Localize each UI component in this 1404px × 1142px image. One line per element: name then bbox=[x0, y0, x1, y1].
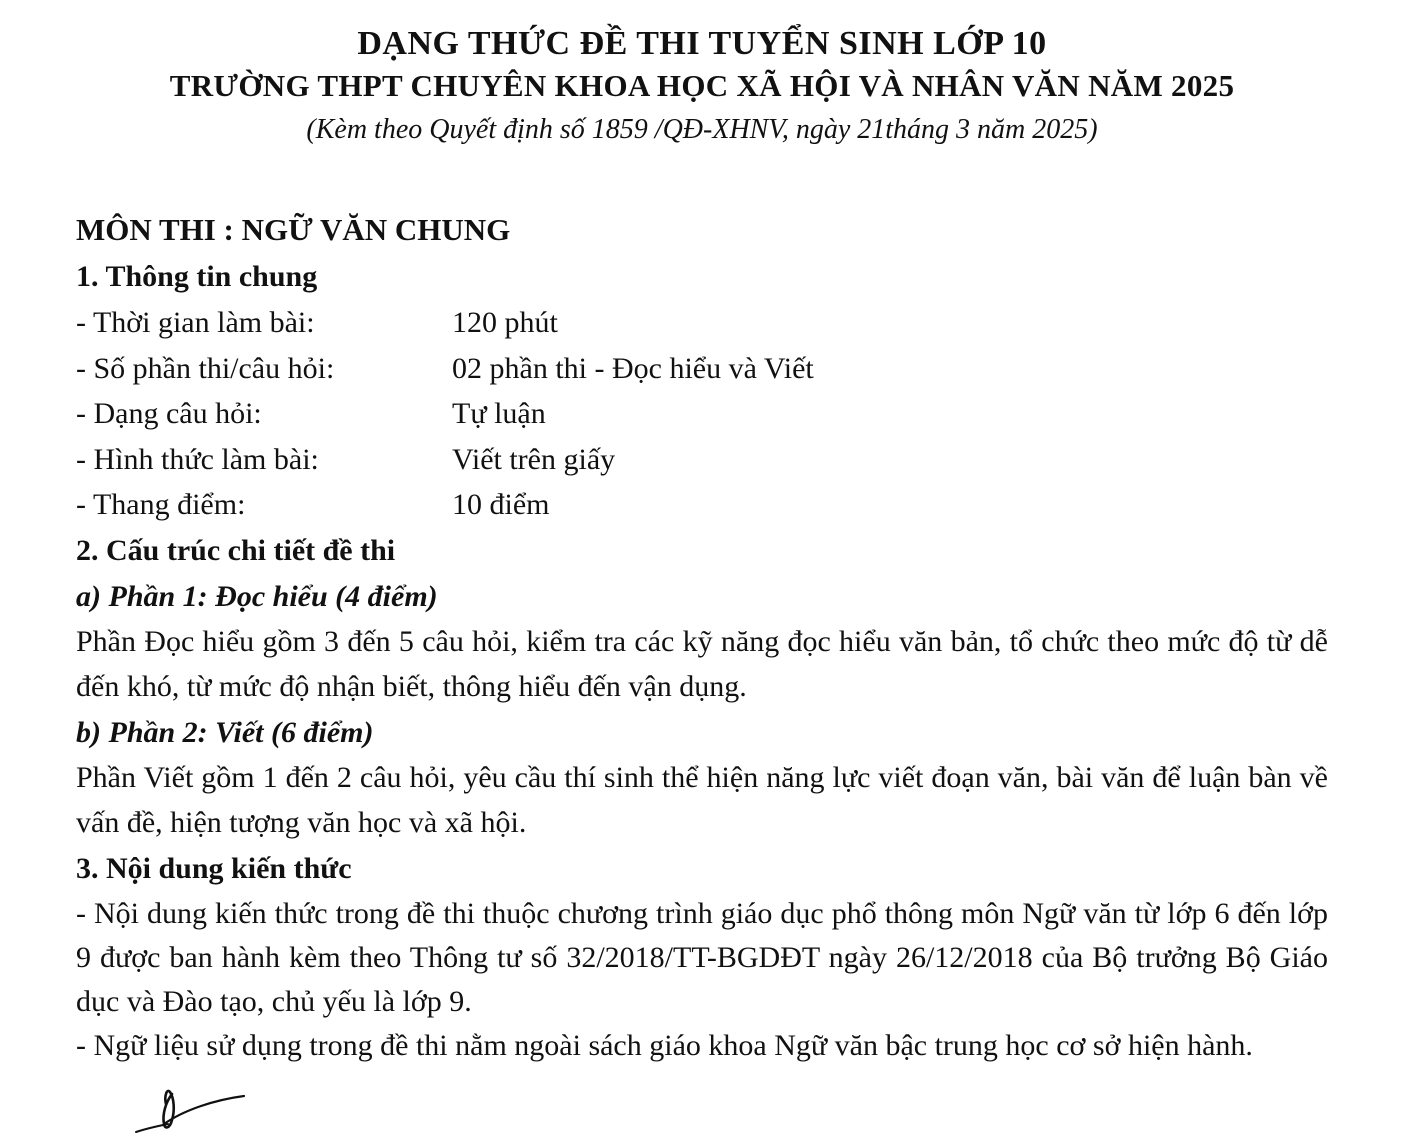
info-label: - Thời gian làm bài: bbox=[76, 306, 315, 339]
info-value: Viết trên giấy bbox=[452, 442, 616, 476]
info-row bbox=[76, 391, 1328, 437]
part-a-title: a) Phần 1: Đọc hiểu (4 điểm) bbox=[76, 579, 438, 613]
source-material-paragraph: - Ngữ liệu sử dụng trong đề thi nằm ngoài sách giáo khoa Ngữ văn bậc trung học cơ sở hiện hành. bbox=[76, 1028, 1253, 1062]
info-label: - Hình thức làm bài: bbox=[76, 442, 319, 476]
info-value: 10 điểm bbox=[452, 488, 550, 521]
document-body bbox=[76, 206, 1328, 1068]
section-1-title: 1. Thông tin chung bbox=[76, 260, 318, 293]
school-name: TRƯỜNG THPT CHUYÊN KHOA HỌC XÃ HỘI VÀ NHÂN VĂN NĂM 2025 bbox=[169, 68, 1235, 103]
document-title: DẠNG THỨC ĐỀ THI TUYỂN SINH LỚP 10 bbox=[357, 25, 1047, 62]
info-row bbox=[76, 482, 1328, 528]
decision-reference: (Kèm theo Quyết định số 1859 /QĐ-XHNV, ngày 21tháng 3 năm 2025) bbox=[306, 114, 1098, 145]
part-a-text: Phần Đọc hiểu gồm 3 đến 5 câu hỏi, kiểm tra các kỹ năng đọc hiểu văn bản, tổ chức theo mức độ từ dễ đến khó, từ mức độ nhận biết, thông hiểu đến vận dụng. bbox=[76, 624, 1328, 703]
knowledge-content-paragraph: - Nội dung kiến thức trong đề thi thuộc chương trình giáo dục phổ thông môn Ngữ văn từ lớp 6 đến lớp 9 được ban hành kèm theo Thông tư số 32/2018/TT-BGDĐT ngày 26/12/2018 của Bộ trưởng Bộ Giáo dục và Đào tạo, chủ yếu là lớp 9. bbox=[76, 896, 1328, 1018]
info-value: 02 phần thi - Đọc hiểu và Viết bbox=[452, 351, 814, 385]
info-value: 120 phút bbox=[452, 306, 558, 339]
signature-icon bbox=[134, 1074, 254, 1138]
info-value: Tự luận bbox=[452, 397, 546, 430]
info-label: - Số phần thi/câu hỏi: bbox=[76, 351, 335, 385]
info-table bbox=[76, 300, 1328, 528]
document-header bbox=[0, 22, 1404, 152]
part-b-text: Phần Viết gồm 1 đến 2 câu hỏi, yêu cầu thí sinh thể hiện năng lực viết đoạn văn, bài văn để luận bàn về vấn đề, hiện tượng văn học và xã hội. bbox=[76, 760, 1328, 839]
info-row bbox=[76, 300, 1328, 346]
info-label: - Dạng câu hỏi: bbox=[76, 397, 262, 430]
info-row bbox=[76, 346, 1328, 392]
subject-heading: MÔN THI : NGỮ VĂN CHUNG bbox=[76, 212, 511, 247]
part-b-title: b) Phần 2: Viết (6 điểm) bbox=[76, 715, 374, 749]
section-2-title: 2. Cấu trúc chi tiết đề thi bbox=[76, 533, 396, 567]
info-label: - Thang điểm: bbox=[76, 488, 246, 521]
section-3-title: 3. Nội dung kiến thức bbox=[76, 851, 352, 885]
info-row bbox=[76, 437, 1328, 483]
